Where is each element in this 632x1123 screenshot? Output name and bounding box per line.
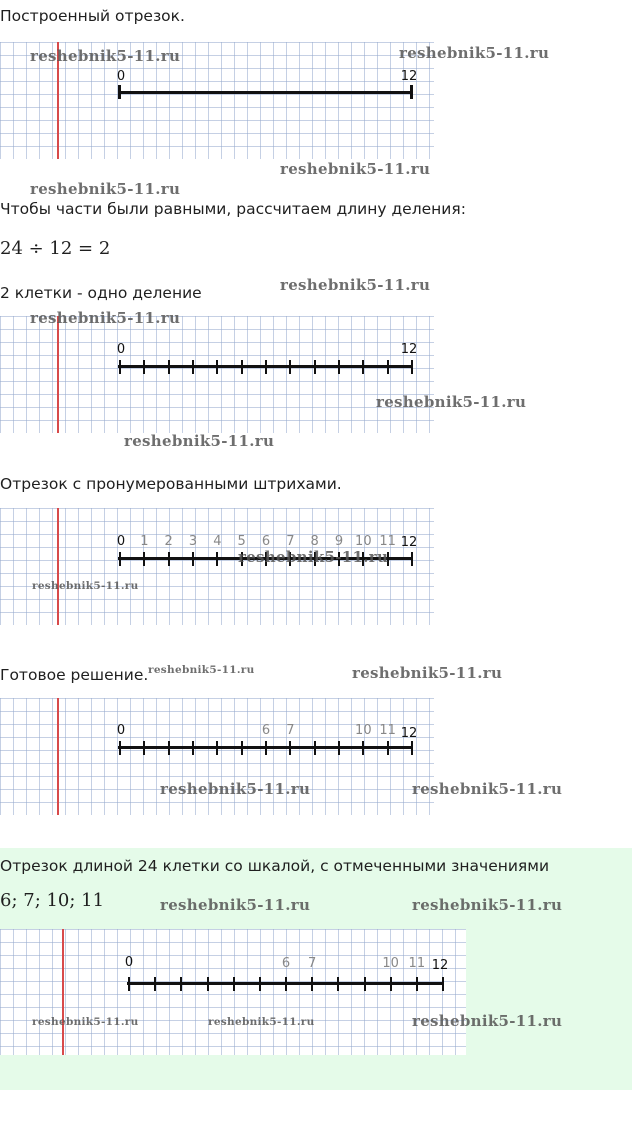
scale-tick: [154, 977, 156, 991]
scale-tick: [128, 977, 130, 991]
watermark: reshebnik5-11.ru: [399, 44, 550, 62]
scale-tick: [314, 741, 316, 755]
tick-number: 7: [308, 956, 317, 971]
label-start: 0: [116, 69, 126, 84]
scale-tick: [285, 977, 287, 991]
scale-tick: [119, 360, 121, 374]
scale-tick: [119, 552, 121, 566]
scale-tick: [180, 977, 182, 991]
watermark: reshebnik5-11.ru: [412, 896, 563, 914]
scale-tick: [168, 360, 170, 374]
watermark: reshebnik5-11.ru: [208, 1016, 315, 1028]
tick-number: 1: [140, 534, 149, 549]
caption-two-cells: 2 клетки - одно деление: [0, 284, 202, 302]
scale-tick: [338, 360, 340, 374]
scale-tick: [143, 552, 145, 566]
tick-number: 10: [355, 723, 372, 738]
scale-tick: [233, 977, 235, 991]
watermark: reshebnik5-11.ru: [376, 393, 527, 411]
grid-diagram-3: [0, 508, 434, 625]
tick-number: 6: [281, 956, 291, 971]
tick-number: 10: [382, 956, 399, 971]
tick-number: 11: [379, 534, 396, 549]
margin-line: [57, 508, 59, 625]
tick-number: 6: [261, 723, 271, 738]
watermark: reshebnik5-11.ru: [148, 664, 255, 676]
scale-tick: [119, 741, 121, 755]
tick-number: 11: [408, 956, 426, 971]
label-start: 0: [116, 534, 126, 549]
margin-line: [57, 316, 59, 433]
division-equation: 24 ÷ 12 = 2: [0, 238, 111, 259]
scale-tick: [311, 977, 313, 991]
tick-number: 3: [188, 534, 198, 549]
caption-built-segment: Построенный отрезок.: [0, 7, 185, 25]
scale-tick: [143, 741, 145, 755]
label-end: 12: [400, 69, 418, 84]
scale-tick: [265, 741, 267, 755]
caption-numbered-ticks: Отрезок с пронумерованными штрихами.: [0, 475, 342, 493]
margin-line: [57, 698, 59, 815]
caption-final-solution: Готовое решение.: [0, 666, 149, 684]
scale-tick: [143, 360, 145, 374]
scale-tick: [416, 977, 418, 991]
watermark: reshebnik5-11.ru: [160, 780, 311, 798]
scale-tick: [207, 977, 209, 991]
watermark: reshebnik5-11.ru: [160, 896, 311, 914]
answer-values: 6; 7; 10; 11: [0, 890, 105, 911]
scale-tick: [241, 741, 243, 755]
tick-number: 9: [334, 534, 344, 549]
scale-tick: [216, 552, 218, 566]
scale-tick: [192, 741, 194, 755]
tick-number: 7: [286, 534, 295, 549]
tick-number: 4: [213, 534, 222, 549]
watermark: reshebnik5-11.ru: [352, 664, 503, 682]
label-end: 12: [400, 342, 418, 357]
scale-tick: [259, 977, 261, 991]
answer-text: Отрезок длиной 24 клетки со шкалой, с отмеченными значениями: [0, 857, 550, 875]
label-end: 12: [400, 726, 418, 741]
scale-tick: [390, 977, 392, 991]
tick-number: 5: [237, 534, 246, 549]
tick-number: 2: [164, 534, 173, 549]
watermark: reshebnik5-11.ru: [412, 1012, 563, 1030]
segment-end-cap: [410, 85, 413, 99]
scale-tick: [442, 977, 444, 991]
watermark: reshebnik5-11.ru: [30, 47, 181, 65]
scale-tick: [192, 360, 194, 374]
scale-tick: [362, 360, 364, 374]
scale-tick: [265, 360, 267, 374]
scale-tick: [411, 552, 413, 566]
scale-tick: [337, 977, 339, 991]
watermark: reshebnik5-11.ru: [280, 276, 431, 294]
scale-tick: [289, 360, 291, 374]
watermark: reshebnik5-11.ru: [124, 432, 275, 450]
label-start: 0: [116, 723, 126, 738]
scale-tick: [362, 741, 364, 755]
tick-number: 7: [286, 723, 295, 738]
grid-diagram-5: [0, 929, 466, 1055]
scale-tick: [411, 360, 413, 374]
caption-division-length: Чтобы части были равными, рассчитаем длину деления:: [0, 200, 466, 218]
scale-tick: [289, 741, 291, 755]
scale-tick: [168, 552, 170, 566]
tick-number: 11: [379, 723, 396, 738]
watermark: reshebnik5-11.ru: [280, 160, 431, 178]
margin-line: [62, 929, 64, 1055]
scale-tick: [241, 360, 243, 374]
scale-tick: [387, 741, 389, 755]
watermark: reshebnik5-11.ru: [32, 580, 139, 592]
watermark: reshebnik5-11.ru: [32, 1016, 139, 1028]
tick-number: 8: [310, 534, 319, 549]
scale-tick: [387, 360, 389, 374]
watermark: reshebnik5-11.ru: [412, 780, 563, 798]
scale-tick: [216, 360, 218, 374]
label-start: 0: [116, 342, 126, 357]
grid-diagram-2: [0, 316, 434, 433]
tick-number: 10: [355, 534, 372, 549]
watermark: reshebnik5-11.ru: [30, 180, 181, 198]
label-end: 12: [431, 958, 449, 973]
watermark: reshebnik5-11.ru: [30, 309, 181, 327]
label-start: 0: [124, 955, 134, 970]
label-end: 12: [400, 535, 418, 550]
scale-tick: [411, 741, 413, 755]
scale-tick: [168, 741, 170, 755]
watermark: reshebnik5-11.ru: [238, 548, 389, 566]
scale-tick: [314, 360, 316, 374]
scale-tick: [364, 977, 366, 991]
scale-tick: [192, 552, 194, 566]
tick-number: 6: [261, 534, 271, 549]
scale-tick: [338, 741, 340, 755]
scale-tick: [216, 741, 218, 755]
segment-line: [118, 91, 412, 94]
